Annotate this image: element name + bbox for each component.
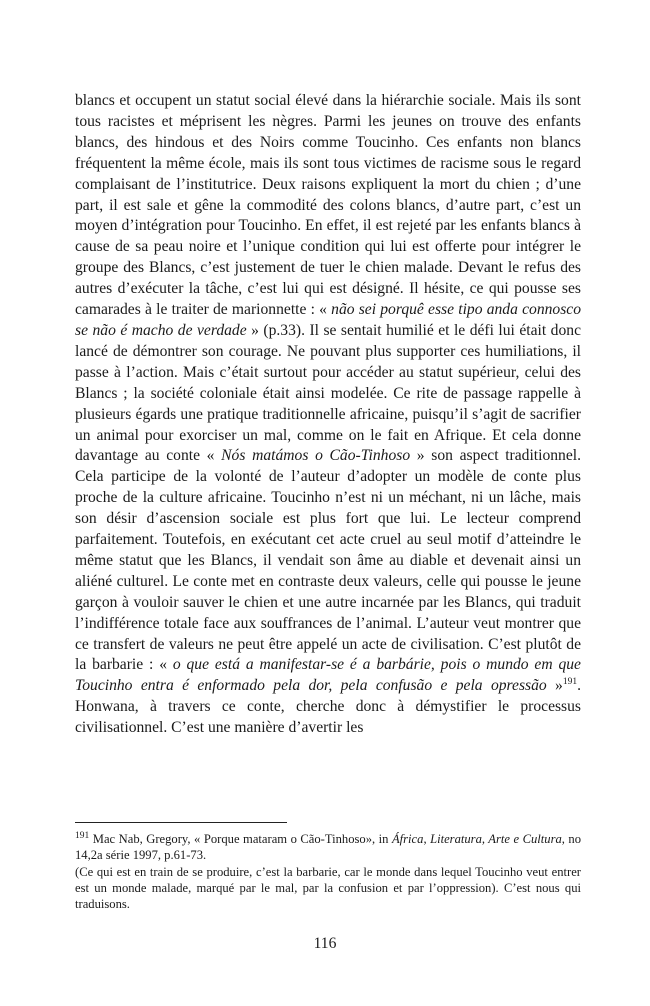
body-paragraph: [75, 91, 581, 739]
footnote-translation: (Ce qui est en train de se produire, c’est la barbarie, car le monde dans lequel Toucinho veut entrer est un monde malade, marqué par le mal, par la confusion et par l’oppression). C’est nous qui traduisons.: [75, 864, 581, 912]
footnote-text: Mac Nab, Gregory, « Porque mataram o Cão-Tinhoso», in: [89, 832, 392, 846]
footnote-number: 191: [75, 830, 90, 841]
portuguese-quote: o que está a manifestar-se é a barbárie, pois o mundo em que Toucinho entra é enformado pela dor, pela confusão e pela opressão: [75, 656, 581, 695]
footnote-191: [75, 831, 581, 864]
footnote-separator: [75, 822, 287, 823]
body-text-segment: » (p.33). Il se sentait humilié et le défi lui était donc lancé de démontrer son courage. Ne pouvant plus supporter ces humiliations, il passe à l’action. Mais c’était surtout pour accéder au statut supérieur, celui des Blancs ; la société coloniale était ainsi modelée. Ce rite de passage rappelle à plusieurs égards une pratique traditionnelle africaine, puisqu’il s’agit de sacrifier un animal pour exorciser un mal, comme on le fait en Afrique. Et cela donne davantage au conte «: [75, 321, 581, 465]
footnote-journal-subtitle: Literatura, Arte e Cultura: [430, 832, 562, 846]
footnotes: [75, 831, 581, 912]
portuguese-quote: não sei porquê esse tipo anda connosco se não é macho de verdade: [75, 301, 581, 339]
footnote-reference: 191: [562, 677, 578, 688]
page-number: 116: [313, 935, 337, 952]
body-text-segment: »: [546, 677, 563, 695]
body-text-segment: blancs et occupent un statut social élevé dans la hiérarchie sociale. Mais ils sont tous racistes et méprisent les nègres. Parmi les jeunes on trouve des enfants blancs, des hindous et des Noirs comme Toucinho. Ces enfants non blancs fréquentent la même école, mais ils sont tous victimes de racisme sous le regard complaisant de l’institutrice. Deux raisons expliquent la mort du chien ; d’une part, il est sale et gêne la commodité des colons blancs, d’autre part, c’est un moyen d’intégration pour Toucinho. En effet, il est rejeté par les enfants blancs à cause de sa peau noire et l’unique condition qui lui est offerte pour intégrer le groupe des Blancs, c’est justement de tuer le chien malade. Devant le refus des autres d’exécuter la tâche, c’est lui qui est désigné. Il hésite, ce qui pousse ses camarades à le traiter de marionnette : «: [75, 92, 581, 319]
story-title: Nós matámos o Cão-Tinhoso: [221, 447, 411, 465]
footnote-text: , no 14,2a série 1997, p.61-73.: [75, 832, 582, 863]
footnote-text: ,: [423, 832, 431, 846]
body-text-segment: . Honwana, à travers ce conte, cherche donc à démystifier le processus civilisationnel. C’est une manière d’avertir les: [75, 677, 581, 737]
footnote-journal: África: [391, 832, 424, 846]
body-text-segment: » son aspect traditionnel. Cela participe de la volonté de l’auteur d’adopter un modèle de conte plus proche de la culture africaine. Toucinho n’est ni un méchant, ni un lâche, mais son désir d’ascension sociale est plus fort que lui. Le lecteur comprend parfaitement. Toutefois, en exécutant cet acte cruel au seul motif d’atteindre le même statut que les Blancs, il vendait son âme au diable et devenait ainsi un aliéné culturel. Le conte met en contraste deux valeurs, celle qui pousse le jeune garçon à vouloir sauver le chien et une autre incarnée par les Blancs, qui traduit l’indifférence totale face aux souffrances de l’animal. L’auteur veut montrer que ce transfert de valeurs ne peut être appelé un acte de civilisation. C’est plutôt de la barbarie : «: [75, 447, 581, 674]
